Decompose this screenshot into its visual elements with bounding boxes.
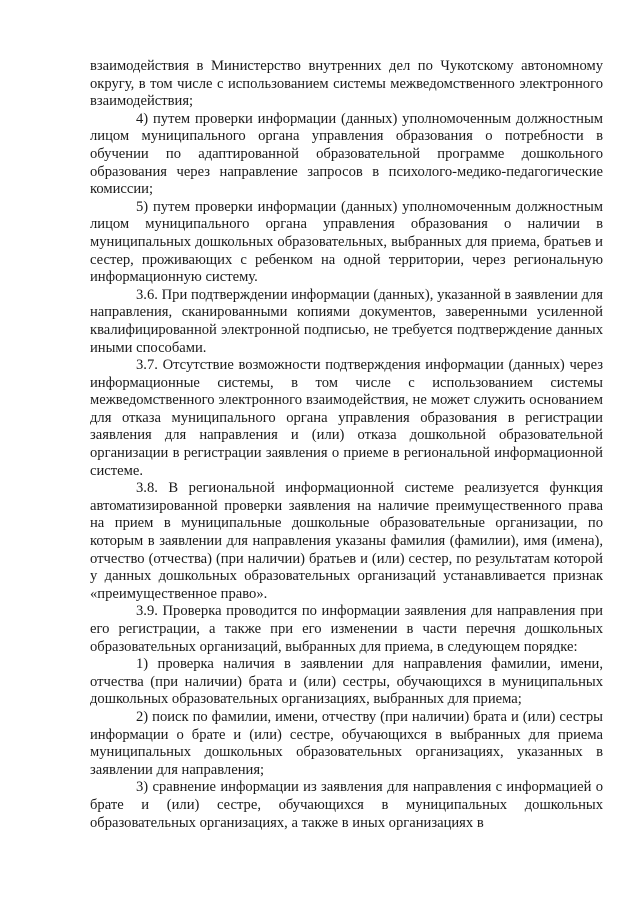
paragraph-continuation: взаимодействия в Министерство внутренних дел по Чукотскому автономному округу, в том числе с использованием системы межведомственного электронного взаимодействия; bbox=[90, 58, 603, 110]
paragraph-3-8: 3.8. В региональной информационной системе реализуется функция автоматизированной проверки заявления на наличие преимущественного права на прием в муниципальные дошкольные образовательные организации, по которым в заявлении для направления указаны фамилия (фамилии), имя (имена), отчество (отчества) (при наличии) братьев и (или) сестер, по результатам которой у данных дошкольных образовательных организаций устанавливается признак «преимущественное право». bbox=[90, 480, 603, 602]
paragraph-item-5: 5) путем проверки информации (данных) уполномоченным должностным лицом муниципального органа управления образования о наличии в муниципальных дошкольных образовательных, выбранных для приема, братьев и сестер, проживающих с ребенком на одной территории, через региональную информационную систему. bbox=[90, 198, 603, 286]
paragraph-sub-item-3: 3) сравнение информации из заявления для направления с информацией о брате и (или) сестре, обучающихся в муниципальных дошкольных образовательных организациях, а также в иных организациях в bbox=[90, 779, 603, 831]
paragraph-sub-item-1: 1) проверка наличия в заявлении для направления фамилии, имени, отчества (при наличии) брата и (или) сестры, обучающихся в муниципальных дошкольных образовательных организациях, выбранных для приема; bbox=[90, 656, 603, 708]
paragraph-3-6: 3.6. При подтверждении информации (данных), указанной в заявлении для направления, сканированными копиями документов, заверенными усиленной квалифицированной электронной подписью, не требуется подтверждение данных иными способами. bbox=[90, 286, 603, 356]
paragraph-item-4: 4) путем проверки информации (данных) уполномоченным должностным лицом муниципального органа управления образования о потребности в обучении по адаптированной образовательной программе дошкольного образования через направление запросов в психолого-медико-педагогические комиссии; bbox=[90, 110, 603, 198]
paragraph-3-7: 3.7. Отсутствие возможности подтверждения информации (данных) через информационные системы, в том числе с использованием системы межведомственного электронного взаимодействия, не может служить основанием для отказа муниципального органа управления образования в регистрации заявления для направления и (или) отказа дошкольной образовательной организации в регистрации заявления о приеме в региональной информационной системе. bbox=[90, 357, 603, 479]
document-page bbox=[90, 58, 603, 832]
paragraph-3-9: 3.9. Проверка проводится по информации заявления для направления при его регистрации, а также при его изменении в части перечня дошкольных образовательных организаций, выбранных для приема, в следующем порядке: bbox=[90, 603, 603, 655]
paragraph-sub-item-2: 2) поиск по фамилии, имени, отчеству (при наличии) брата и (или) сестры информации о брате и (или) сестре, обучающихся в выбранных для приема муниципальных дошкольных образовательных организациях, указанных в заявлении для направления; bbox=[90, 708, 603, 778]
